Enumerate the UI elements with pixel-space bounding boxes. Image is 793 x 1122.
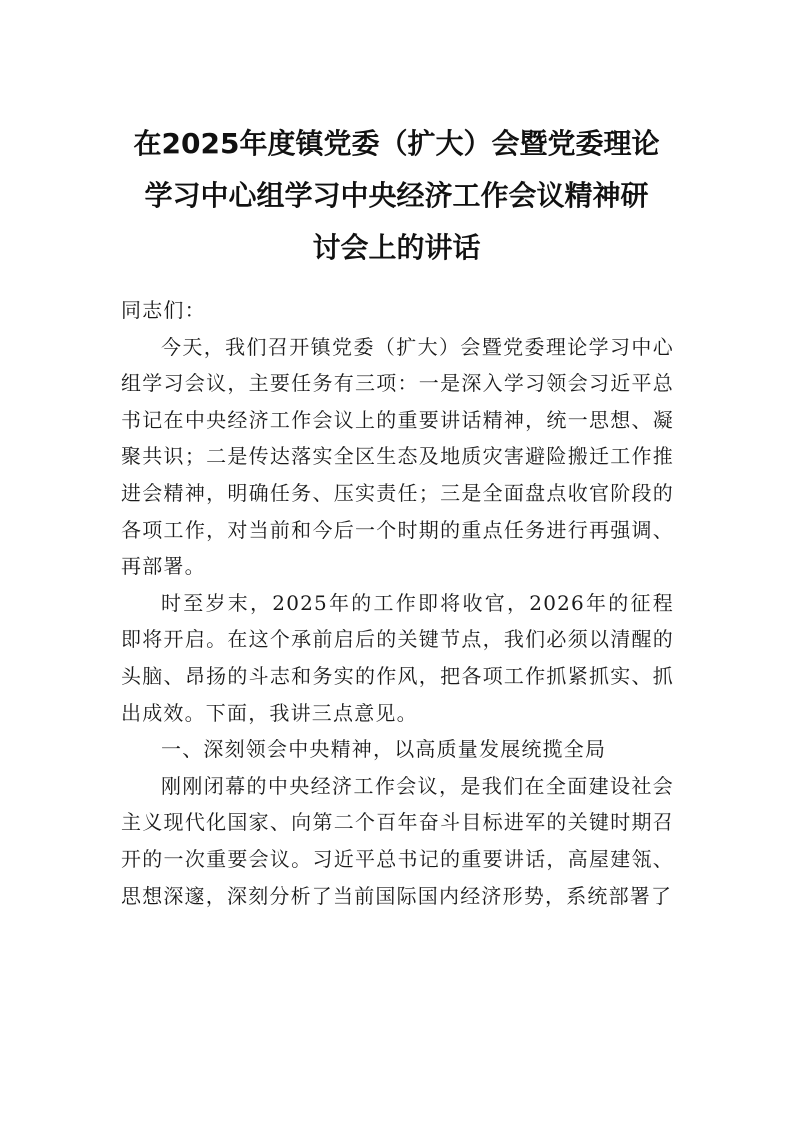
salutation: 同志们： (121, 298, 206, 322)
section-heading-1: 一、深刻领会中央精神，以高质量发展统揽全局 (161, 737, 607, 762)
title-line-1: 在2025年度镇党委（扩大）会暨党委理论 (133, 127, 660, 160)
paragraph-central-meeting: 刚刚闭幕的中央经济工作会议，是我们在全面建设社会主义现代化国家、向第二个百年奋斗目标进军的关键时期召开的一次重要会议。习近平总书记的重要讲话，高屋建瓴、思想深邃，深刻分析了当前国际国内经济形势，系统部署了 (121, 773, 674, 908)
speech-body (121, 292, 674, 914)
title-line-2: 学习中心组学习中央经济工作会议精神研 (144, 179, 649, 212)
paragraph-meeting-tasks: 今天，我们召开镇党委（扩大）会暨党委理论学习中心组学习会议，主要任务有三项：一是深入学习领会习近平总书记在中央经济工作会议上的重要讲话精神，统一思想、凝聚共识；二是传达落实全区生态及地质灾害避险搬迁工作推进会精神，明确任务、压实责任；三是全面盘点收官阶段的各项工作，对当前和今后一个时期的重点任务进行再强调、再部署。 (121, 334, 674, 579)
speech-title (110, 118, 683, 274)
paragraph-year-end: 时至岁末，2025年的工作即将收官，2026年的征程即将开启。在这个承前启后的关键节点，我们必须以清醒的头脑、昂扬的斗志和务实的作风，把各项工作抓紧抓实、抓出成效。下面，我讲三点意见。 (121, 590, 674, 725)
title-line-3: 讨会上的讲话 (312, 231, 481, 264)
